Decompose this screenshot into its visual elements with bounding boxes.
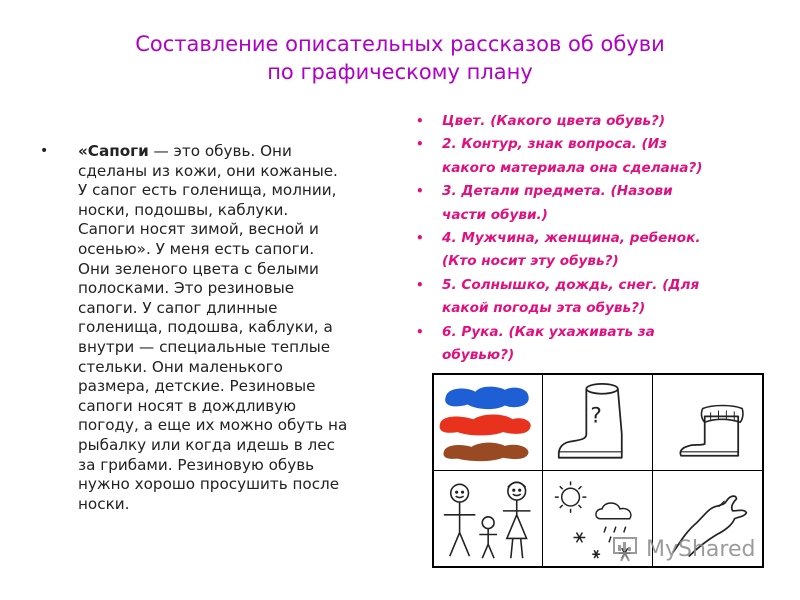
story-line: полосками. Это резиновые bbox=[78, 279, 295, 298]
story-line: нужно хорошо просушить после bbox=[78, 475, 340, 494]
story-line: носки. bbox=[78, 494, 130, 513]
plan-line: какого материала она сделана?) bbox=[442, 159, 703, 176]
plan-bullet: • bbox=[416, 277, 424, 292]
story-text bbox=[78, 142, 408, 514]
story-line: сапоги носят в дождливую bbox=[78, 396, 296, 415]
blue-swatch bbox=[445, 387, 529, 409]
plan-line: (Кто носит эту обувь?) bbox=[442, 253, 619, 270]
plan-list bbox=[412, 110, 792, 367]
story-line: за грибами. Резиновую обувь bbox=[78, 455, 315, 474]
page-title bbox=[0, 30, 800, 86]
plan-bullet: • bbox=[416, 184, 424, 199]
story-line: Сапоги носят зимой, весной и bbox=[78, 220, 319, 239]
story-line: стельки. Они маленького bbox=[78, 357, 283, 376]
plan-item bbox=[412, 180, 792, 227]
plan-item bbox=[412, 110, 792, 133]
plan-bullet: • bbox=[416, 114, 424, 128]
story-line: сапоги. У сапог длинные bbox=[78, 298, 278, 317]
plan-line: какой погоды эта обувь?) bbox=[442, 300, 646, 317]
plan-item bbox=[412, 274, 792, 321]
plan-line: обувью?) bbox=[442, 347, 515, 364]
svg-text:?: ? bbox=[590, 403, 603, 429]
plan-item bbox=[412, 227, 792, 274]
watermark-text: MyShared bbox=[646, 536, 756, 562]
story-bullet: • bbox=[40, 143, 49, 159]
story-line: голенища, подошва, каблуки, а bbox=[78, 318, 333, 337]
story-line bbox=[78, 142, 408, 162]
story-lead-rest: — это обувь. Они bbox=[148, 142, 292, 160]
watermark bbox=[612, 536, 755, 562]
boot-details-icon bbox=[653, 375, 762, 470]
story-lead-bold: «Сапоги bbox=[78, 142, 149, 160]
brown-swatch bbox=[443, 443, 528, 461]
story-line: осенью». У меня есть сапоги. bbox=[78, 239, 315, 258]
title-line-2: по графическому плану bbox=[267, 60, 533, 84]
plan-line: 5. Солнышко, дождь, снег. (Для bbox=[442, 276, 700, 293]
story-line: размера, детские. Резиновые bbox=[78, 377, 316, 396]
plan-line: части обуви.) bbox=[442, 206, 548, 223]
grid-cell-boot-details bbox=[653, 375, 762, 471]
red-swatch bbox=[440, 414, 531, 435]
story-line: носки, подошвы, каблуки. bbox=[78, 200, 289, 219]
story-line: внутри — специальные теплые bbox=[78, 337, 331, 356]
plan-line: 6. Рука. (Как ухаживать за bbox=[442, 323, 655, 340]
plan-line: Цвет. (Какого цвета обувь?) bbox=[442, 113, 666, 129]
plan-line: 4. Мужчина, женщина, ребенок. bbox=[442, 230, 701, 247]
story-line: У сапог есть голенища, молнии, bbox=[78, 181, 337, 200]
story-line: сделаны из кожи, они кожаные. bbox=[78, 161, 338, 180]
family-icon bbox=[434, 471, 542, 567]
plan-line: 3. Детали предмета. (Назови bbox=[442, 183, 673, 200]
plan-bullet: • bbox=[416, 137, 424, 152]
title-line-1: Составление описательных рассказов об обуви bbox=[135, 32, 665, 56]
presentation-board-icon bbox=[612, 536, 642, 562]
plan-item bbox=[412, 133, 792, 180]
plan-bullet: • bbox=[416, 231, 424, 246]
boot-question-icon bbox=[543, 375, 651, 470]
grid-cell-boot-question bbox=[543, 375, 652, 471]
grid-cell-family bbox=[434, 471, 543, 567]
grid-cell-color bbox=[434, 375, 543, 471]
story-line: рыбалку или когда идешь в лес bbox=[78, 435, 335, 454]
story-line: погоду, а еще их можно обуть на bbox=[78, 416, 348, 435]
plan-bullet: • bbox=[416, 324, 424, 339]
plan-item bbox=[412, 321, 792, 368]
plan-line: 2. Контур, знак вопроса. (Из bbox=[442, 136, 668, 153]
story-line: Они зеленого цвета с белыми bbox=[78, 259, 319, 278]
color-swatches-icon bbox=[434, 375, 542, 470]
